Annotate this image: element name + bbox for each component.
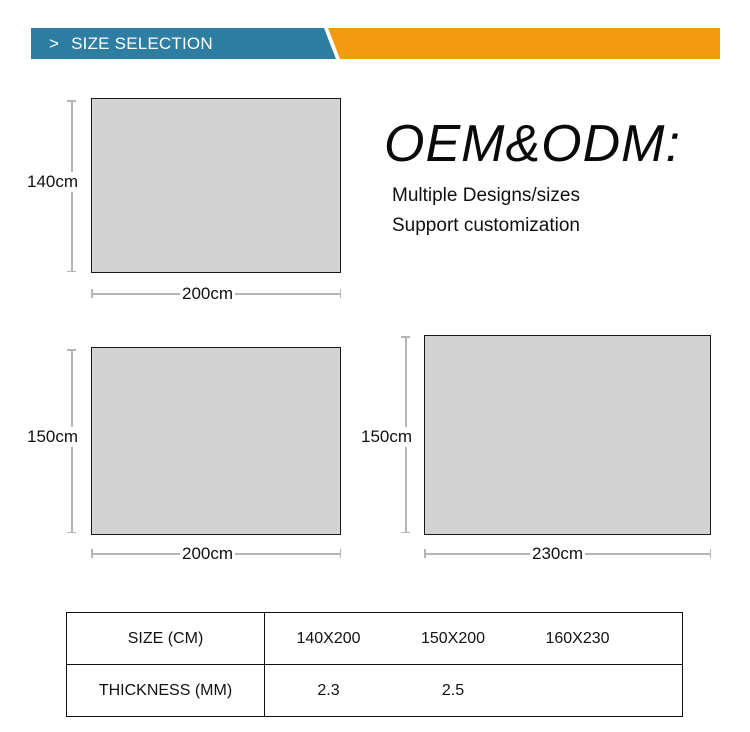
- size-value: 160X230: [514, 613, 641, 665]
- thickness-value: 2.3: [265, 665, 393, 717]
- rug-160x230-preview: [424, 335, 711, 535]
- rug-1-width-label: 200cm: [182, 284, 234, 303]
- banner-title-text: SIZE SELECTION: [71, 34, 213, 53]
- thickness-value: [514, 665, 641, 717]
- rug-150x200-preview: [91, 347, 341, 535]
- table-spacer-cell: [641, 665, 683, 717]
- table-spacer-cell: [641, 613, 683, 665]
- rug-1-height-label: 140cm: [27, 172, 79, 191]
- oem-odm-title: OEM&ODM:: [384, 115, 681, 173]
- oem-line-designs: Multiple Designs/sizes: [392, 185, 580, 206]
- thickness-row-label: THICKNESS (MM): [67, 665, 265, 717]
- section-banner: [31, 28, 720, 59]
- thickness-value: 2.5: [392, 665, 514, 717]
- size-value: 140X200: [265, 613, 393, 665]
- size-value: 150X200: [392, 613, 514, 665]
- rug-140x200-preview: [91, 98, 341, 273]
- spec-table: [66, 612, 683, 717]
- oem-line-customization: Support customization: [392, 215, 580, 236]
- banner-title: [49, 28, 213, 59]
- table-row: [67, 613, 683, 665]
- rug-3-height-label: 150cm: [361, 427, 413, 446]
- rug-2-width-label: 200cm: [182, 544, 234, 563]
- size-row-label: SIZE (CM): [67, 613, 265, 665]
- chevron-right-icon: >: [49, 34, 60, 53]
- table-row: [67, 665, 683, 717]
- rug-2-height-label: 150cm: [27, 427, 79, 446]
- rug-3-width-label: 230cm: [532, 544, 584, 563]
